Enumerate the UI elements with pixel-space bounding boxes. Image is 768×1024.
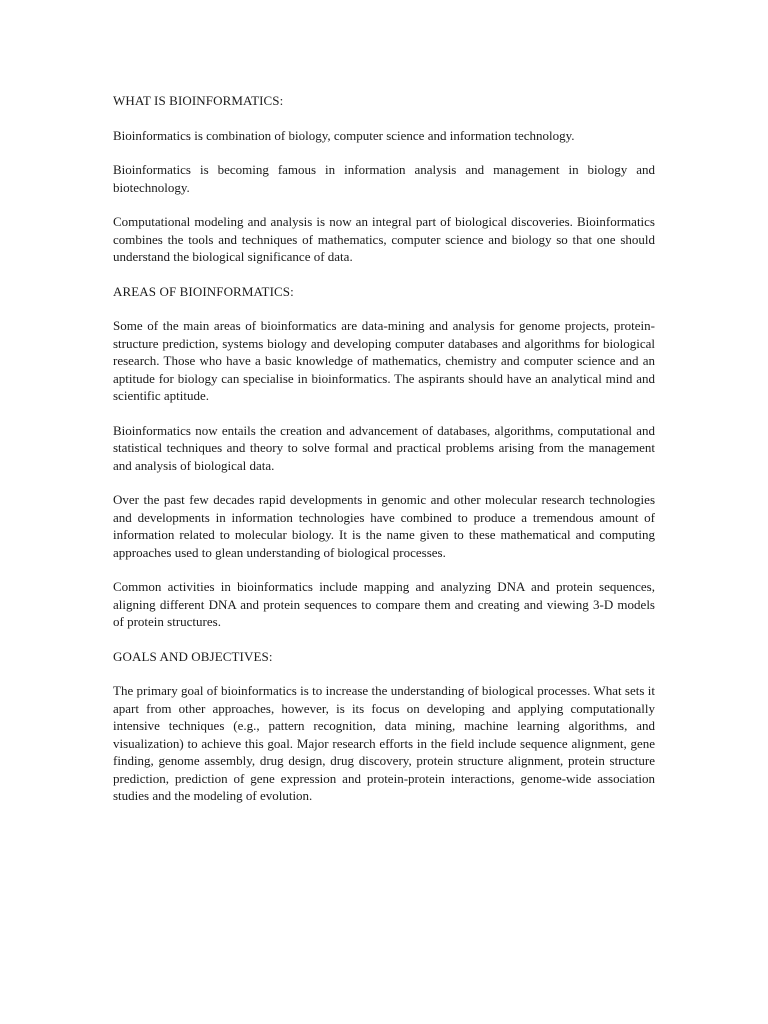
section-heading: GOALS AND OBJECTIVES: xyxy=(113,648,273,664)
paragraph: Some of the main areas of bioinformatics are data-mining and analysis for genome projects, protein-structure prediction, systems biology and developing computer databases and algorithms for biological research. Those who have a basic knowledge of mathematics, chemistry and computer science and an aptitude for biology can specialise in bioinformatics. The aspirants should have an analytical mind and scientific aptitude. xyxy=(113,318,655,403)
document-page xyxy=(113,92,655,822)
section-heading: WHAT IS BIOINFORMATICS: xyxy=(113,93,284,108)
paragraph: Bioinformatics is becoming famous in information analysis and management in biology and biotechnology. xyxy=(113,162,655,195)
paragraph: Over the past few decades rapid developments in genomic and other molecular research technologies and developments in information technologies have combined to produce a tremendous amount of information related to molecular biology. It is the name given to these mathematical and computing approaches used to glean understanding of biological processes. xyxy=(113,492,655,560)
paragraph: Bioinformatics now entails the creation and advancement of databases, algorithms, computational and statistical techniques and theory to solve formal and practical problems arising from the management and analysis of biological data. xyxy=(113,422,655,473)
paragraph: Common activities in bioinformatics include mapping and analyzing DNA and protein sequences, aligning different DNA and protein sequences to compare them and creating and viewing 3-D models of protein structures. xyxy=(113,579,655,629)
paragraph: Bioinformatics is combination of biology, computer science and information technology. xyxy=(113,127,575,143)
paragraph: The primary goal of bioinformatics is to increase the understanding of biological processes. What sets it apart from other approaches, however, is its focus on developing and applying computationally intensive techniques (e.g., pattern recognition, data mining, machine learning algorithms, and visualization) to achieve this goal. Major research efforts in the field include sequence alignment, gene finding, genome assembly, drug design, drug discovery, protein structure alignment, protein structure prediction, prediction of gene expression and protein-protein interactions, genome-wide association studies and the modeling of evolution. xyxy=(113,683,655,803)
section-heading: AREAS OF BIOINFORMATICS: xyxy=(113,283,294,299)
paragraph: Computational modeling and analysis is now an integral part of biological discoveries. Bioinformatics combines the tools and techniques of mathematics, computer science and biology so that one should understand the biological significance of data. xyxy=(113,214,655,264)
